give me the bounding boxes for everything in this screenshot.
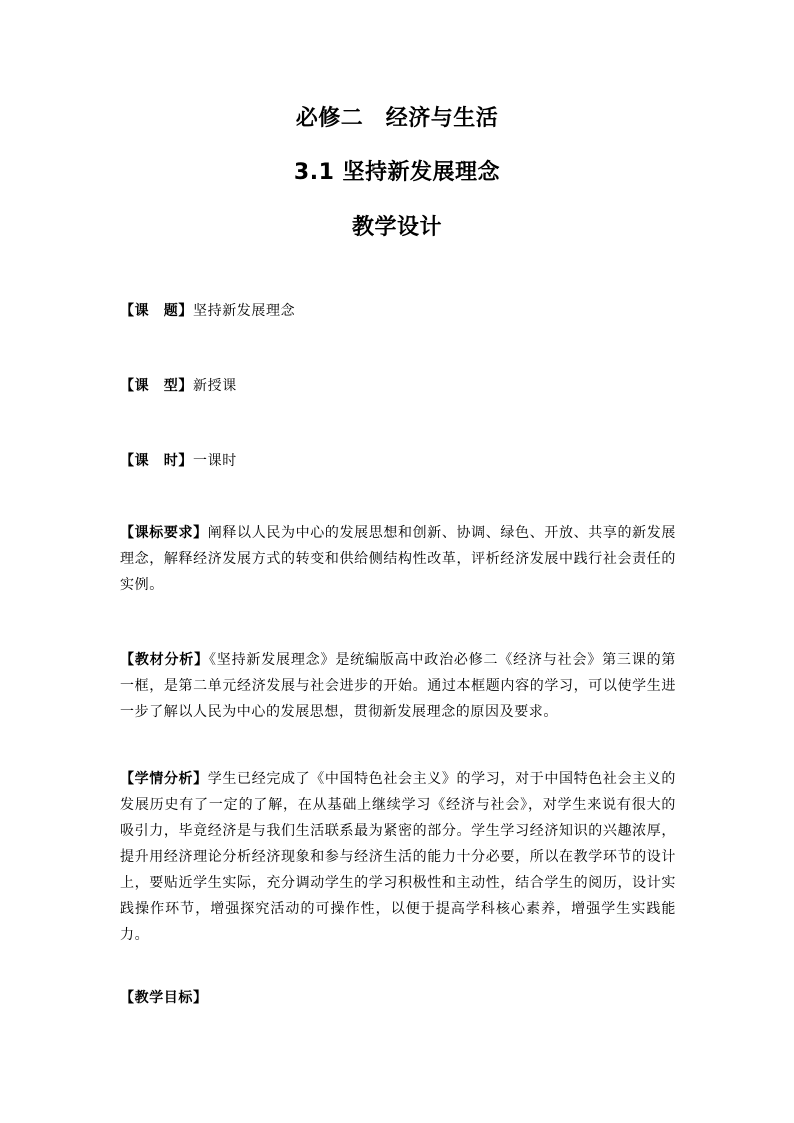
section-topic [120,298,676,324]
section-topic-label: 【课 题】 [120,303,193,319]
section-hours-text: 一课时 [193,453,237,469]
section-type-label: 【课 型】 [120,378,193,394]
section-hours [120,448,676,474]
section-topic-text: 坚持新发展理念 [193,303,296,319]
section-standard-text: 阐释以人民为中心的发展思想和创新、协调、绿色、开放、共享的新发展理念，解释经济发展方式的转变和供给侧结构性改革，评析经济发展中践行社会责任的实例。 [120,525,676,593]
section-teaching-goals [120,985,676,1011]
document-title-course: 必修二 经济与生活 [295,106,499,131]
document-title-lesson: 3.1 坚持新发展理念 [293,160,501,185]
section-material-text: 《坚持新发展理念》是统编版高中政治必修二《经济与社会》第三课的第一框，是第二单元经济发展与社会进步的开始。通过本框题内容的学习，可以使学生进一步了解以人民为中心的发展思想，贯彻新发展理念的原因及要求。 [120,652,676,720]
section-standard-label: 【课标要求】 [120,525,208,541]
section-type-text: 新授课 [193,378,237,394]
section-curriculum-standard [120,520,676,598]
section-material-analysis [120,647,676,725]
section-type [120,373,676,399]
document-title-kind: 教学设计 [351,215,442,240]
section-student-label: 【学情分析】 [120,771,208,787]
section-material-label: 【教材分析】 [120,652,209,668]
section-goal-label: 【教学目标】 [120,990,208,1006]
section-student-text: 学生已经完成了《中国特色社会主义》的学习，对于中国特色社会主义的发展历史有了一定的了解，在从基础上继续学习《经济与社会》，对学生来说有很大的吸引力，毕竟经济是与我们生活联系最为紧密的部分。学生学习经济知识的兴趣浓厚，提升用经济理论分析经济现象和参与经济生活的能力十分必要，所以在教学环节的设计上，要贴近学生实际，充分调动学生的学习积极性和主动性，结合学生的阅历，设计实践操作环节，增强探究活动的可操作性，以便于提高学科核心素养，增强学生实践能力。 [120,771,676,943]
section-student-analysis [120,766,676,948]
section-hours-label: 【课 时】 [120,453,193,469]
